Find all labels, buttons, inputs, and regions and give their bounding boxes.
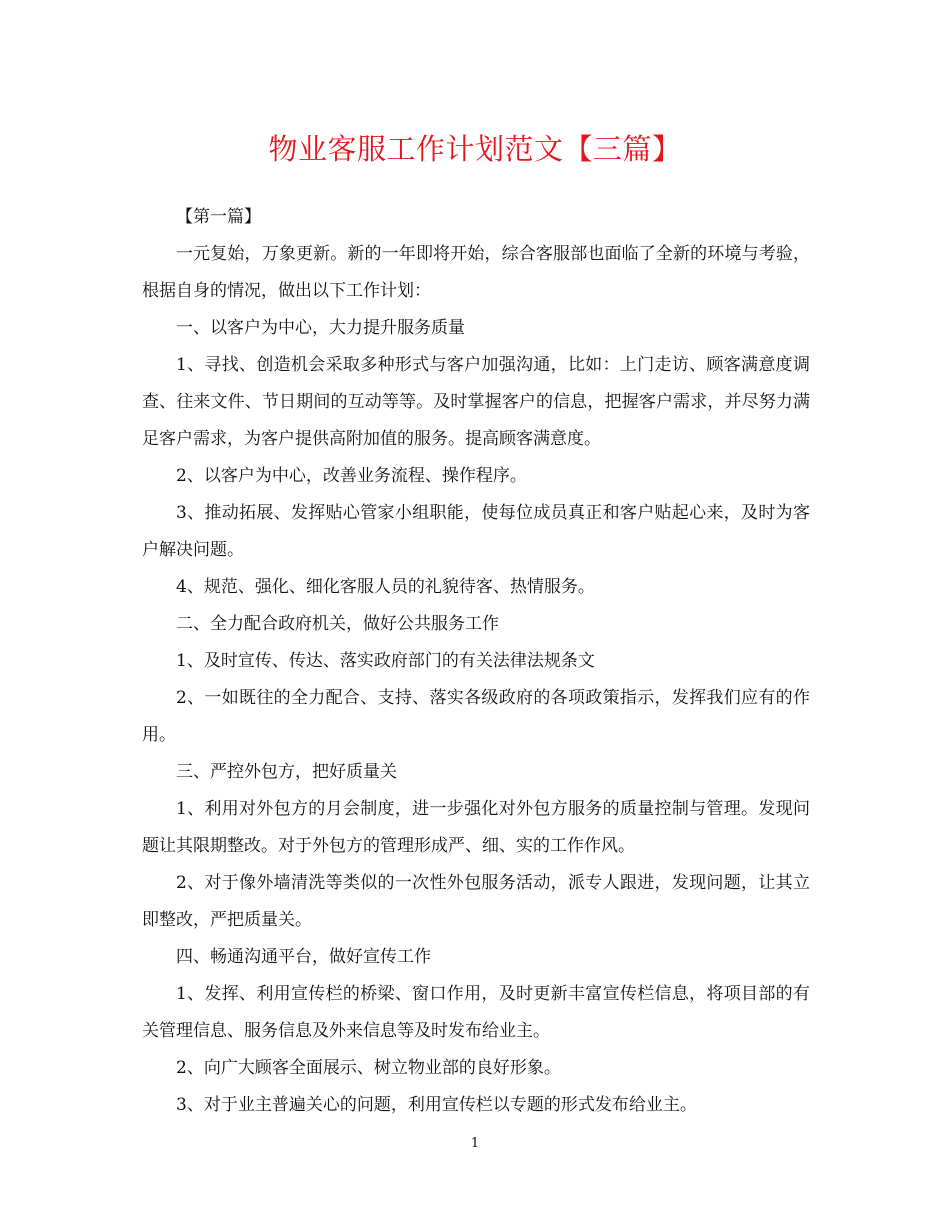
paragraph: 2、向广大顾客全面展示、树立物业部的良好形象。 [176, 1058, 561, 1078]
paragraph: 1、寻找、创造机会采取多种形式与客户加强沟通，比如：上门走访、顾客满意度调查、往来文件、节日期间的互动等等。及时掌握客户的信息，把握客户需求，并尽努力满足客户需求，为客户提供高附加值的服务。提高顾客满意度。 [142, 355, 810, 449]
heading-1: 一、以客户为中心，大力提升服务质量 [176, 318, 465, 338]
page-title: 物业客服工作计划范文【三篇】 [268, 132, 682, 166]
section-heading: 【第一篇】 [176, 207, 261, 227]
paragraph: 2、以客户为中心，改善业务流程、操作程序。 [176, 466, 527, 486]
paragraph: 2、对于像外墙清洗等类似的一次性外包服务活动，派专人跟进，发现问题，让其立即整改，严把质量关。 [142, 873, 810, 930]
document-body [142, 199, 810, 1124]
paragraph: 1、发挥、利用宣传栏的桥梁、窗口作用，及时更新丰富宣传栏信息，将项目部的有关管理信息、服务信息及外来信息等及时发布给业主。 [142, 984, 810, 1041]
heading-4: 四、畅通沟通平台，做好宣传工作 [176, 947, 431, 967]
paragraph: 3、推动拓展、发挥贴心管家小组职能，使每位成员真正和客户贴起心来，及时为客户解决问题。 [142, 503, 810, 560]
heading-3: 三、严控外包方，把好质量关 [176, 762, 397, 782]
paragraph: 1、利用对外包方的月会制度，进一步强化对外包方服务的质量控制与管理。发现问题让其限期整改。对于外包方的管理形成严、细、实的工作作风。 [142, 799, 810, 856]
page-number: 1 [470, 1136, 480, 1151]
paragraph: 1、及时宣传、传达、落实政府部门的有关法律法规条文 [176, 651, 595, 671]
intro-paragraph: 一元复始，万象更新。新的一年即将开始，综合客服部也面临了全新的环境与考验，根据自身的情况，做出以下工作计划： [142, 244, 810, 301]
paragraph: 3、对于业主普遍关心的问题，利用宣传栏以专题的形式发布给业主。 [176, 1095, 697, 1115]
paragraph: 2、一如既往的全力配合、支持、落实各级政府的各项政策指示，发挥我们应有的作用。 [142, 688, 810, 745]
paragraph: 4、规范、强化、细化客服人员的礼貌待客、热情服务。 [176, 577, 595, 597]
heading-2: 二、全力配合政府机关，做好公共服务工作 [176, 614, 499, 634]
